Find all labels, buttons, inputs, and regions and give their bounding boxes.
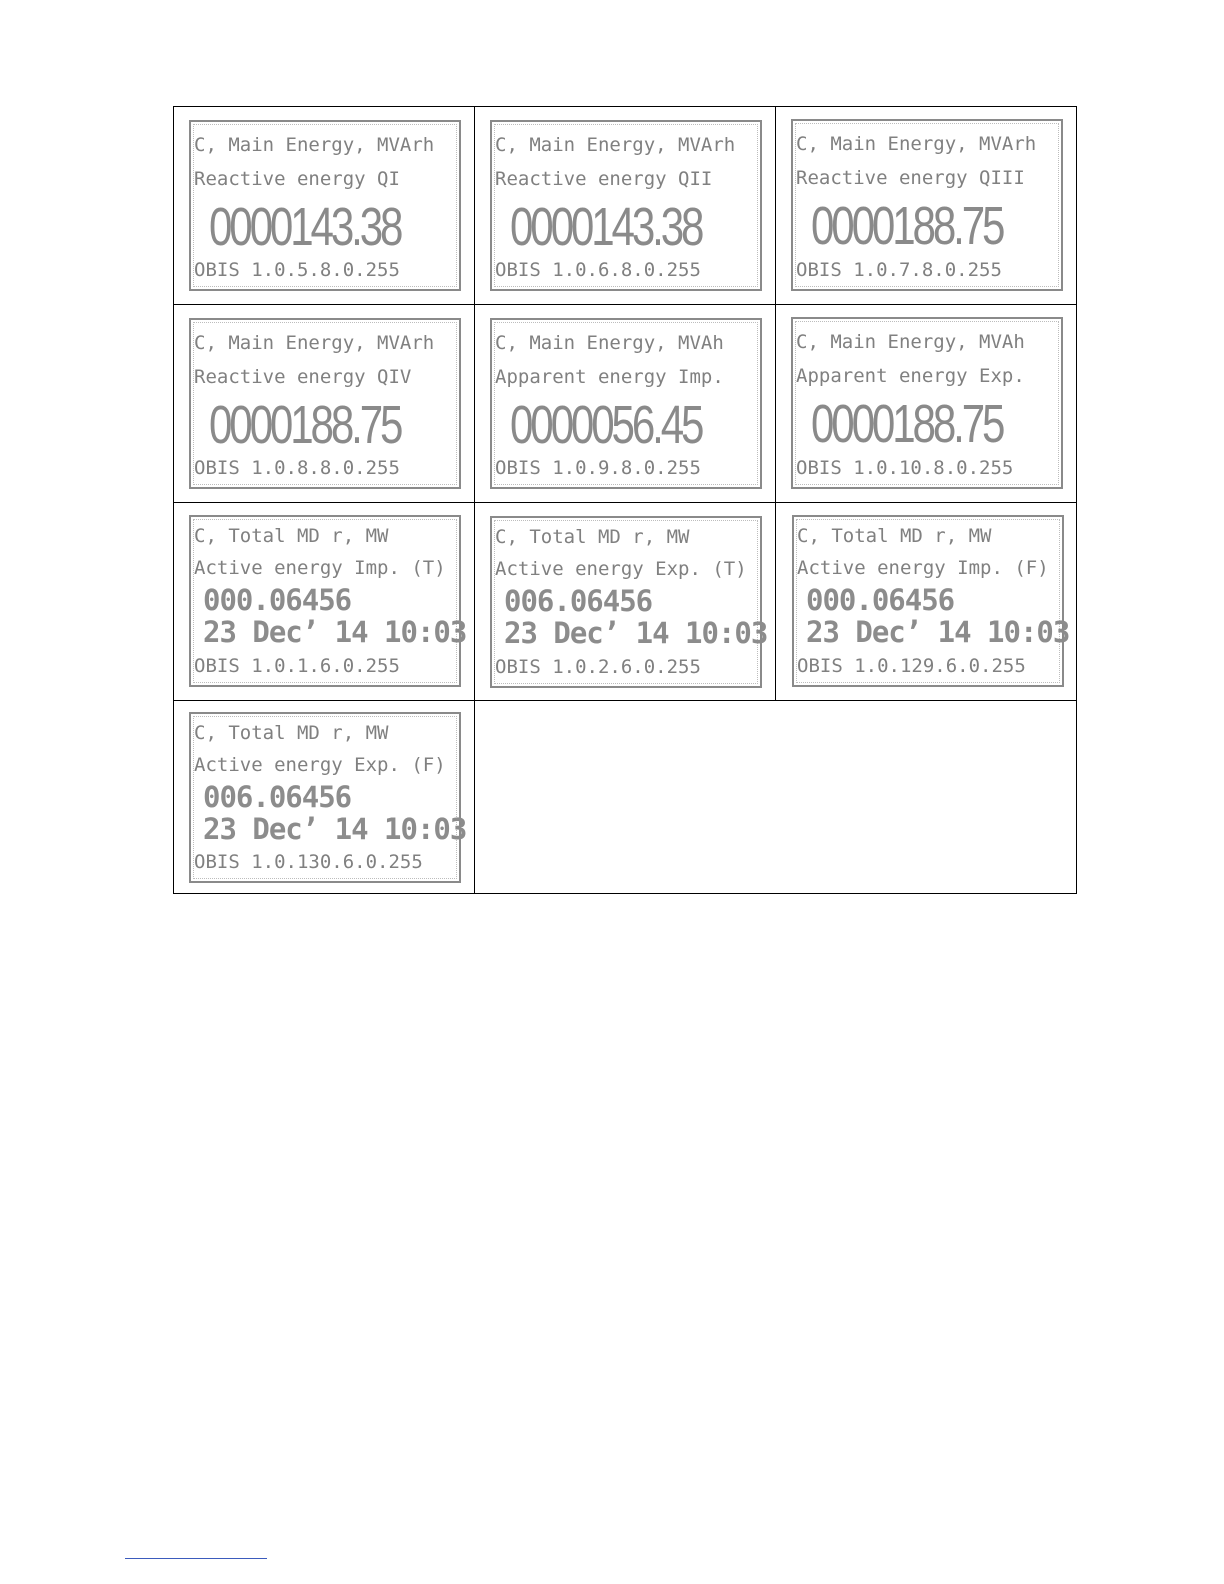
lcd-panel	[490, 120, 762, 291]
lcd-value: 000.06456	[806, 583, 955, 617]
lcd-panel	[189, 120, 461, 291]
lcd-value: 0000188.75	[811, 394, 1003, 454]
lcd-header: C, Main Energy, MVAh	[796, 331, 1025, 353]
lcd-panel	[791, 119, 1063, 291]
lcd-header: C, Main Energy, MVArh	[495, 134, 736, 156]
lcd-obis-code: OBIS 1.0.129.6.0.255	[797, 655, 1026, 677]
lcd-description: Reactive energy QII	[495, 168, 713, 190]
lcd-panel	[490, 516, 768, 688]
lcd-value: 0000143.38	[510, 197, 702, 257]
lcd-header: C, Total MD r, MW	[797, 525, 992, 547]
lcd-panel	[189, 318, 461, 489]
table-divider	[775, 107, 776, 701]
display-table	[173, 106, 1077, 894]
lcd-datetime: 23 Dec’ 14 10:03	[504, 616, 768, 650]
lcd-panel	[189, 712, 467, 883]
lcd-header: C, Main Energy, MVArh	[194, 332, 435, 354]
lcd-header: C, Total MD r, MW	[495, 526, 690, 548]
lcd-obis-code: OBIS 1.0.9.8.0.255	[495, 457, 701, 479]
table-divider	[174, 502, 1076, 503]
table-divider	[174, 304, 1076, 305]
lcd-obis-code: OBIS 1.0.8.8.0.255	[194, 457, 400, 479]
lcd-value: 0000056.45	[510, 395, 702, 455]
footnote-separator	[125, 1558, 267, 1559]
lcd-description: Reactive energy QIV	[194, 366, 412, 388]
lcd-description: Active energy Imp. (F)	[797, 557, 1049, 579]
lcd-obis-code: OBIS 1.0.6.8.0.255	[495, 259, 701, 281]
lcd-datetime: 23 Dec’ 14 10:03	[806, 615, 1070, 649]
lcd-obis-code: OBIS 1.0.5.8.0.255	[194, 259, 400, 281]
lcd-description: Reactive energy QIII	[796, 167, 1025, 189]
lcd-value: 006.06456	[203, 780, 352, 814]
lcd-description: Apparent energy Exp.	[796, 365, 1025, 387]
lcd-panel	[792, 515, 1070, 687]
lcd-datetime: 23 Dec’ 14 10:03	[203, 812, 467, 846]
lcd-header: C, Total MD r, MW	[194, 525, 389, 547]
lcd-obis-code: OBIS 1.0.7.8.0.255	[796, 259, 1002, 281]
lcd-header: C, Total MD r, MW	[194, 722, 389, 744]
lcd-obis-code: OBIS 1.0.10.8.0.255	[796, 457, 1014, 479]
lcd-panel	[791, 317, 1063, 489]
lcd-header: C, Main Energy, MVArh	[796, 133, 1037, 155]
lcd-description: Reactive energy QI	[194, 168, 400, 190]
lcd-description: Active energy Exp. (T)	[495, 558, 747, 580]
lcd-obis-code: OBIS 1.0.130.6.0.255	[194, 851, 423, 873]
lcd-value: 0000143.38	[209, 197, 401, 257]
lcd-datetime: 23 Dec’ 14 10:03	[203, 615, 467, 649]
lcd-obis-code: OBIS 1.0.1.6.0.255	[194, 655, 400, 677]
lcd-header: C, Main Energy, MVAh	[495, 332, 724, 354]
lcd-value: 0000188.75	[209, 395, 401, 455]
lcd-header: C, Main Energy, MVArh	[194, 134, 435, 156]
lcd-value: 000.06456	[203, 583, 352, 617]
lcd-obis-code: OBIS 1.0.2.6.0.255	[495, 656, 701, 678]
lcd-description: Active energy Imp. (T)	[194, 557, 446, 579]
lcd-description: Active energy Exp. (F)	[194, 754, 446, 776]
table-divider	[474, 107, 475, 893]
lcd-panel	[189, 515, 467, 687]
table-divider	[174, 700, 1076, 701]
lcd-panel	[490, 318, 762, 489]
lcd-description: Apparent energy Imp.	[495, 366, 724, 388]
lcd-value: 006.06456	[504, 584, 653, 618]
lcd-value: 0000188.75	[811, 196, 1003, 256]
